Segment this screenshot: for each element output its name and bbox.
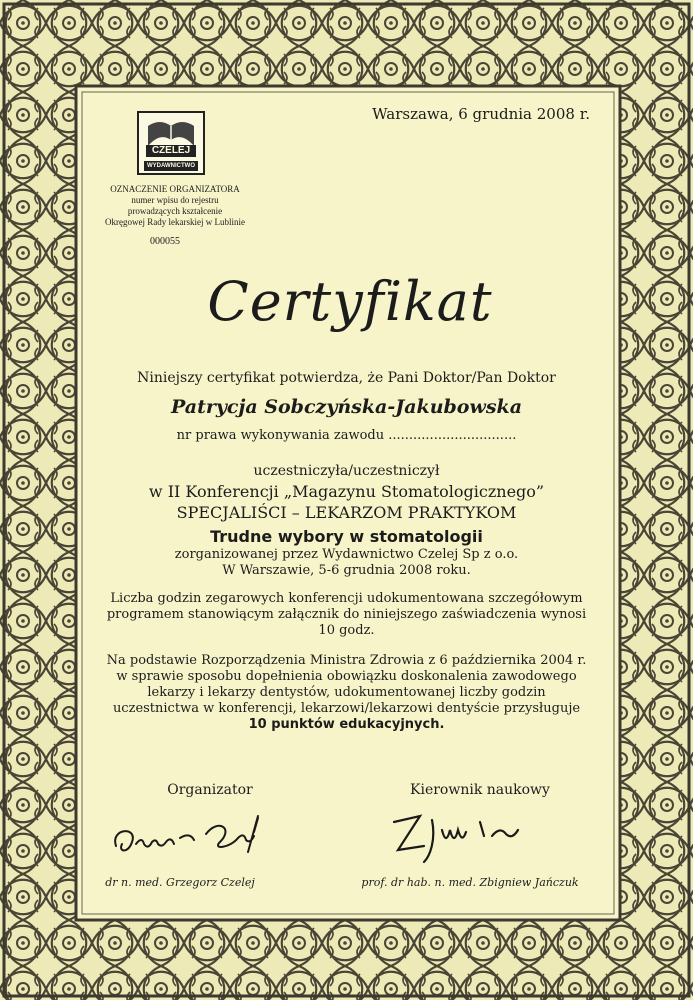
- regulation-line: Na podstawie Rozporządzenia Ministra Zdrowia z 6 października 2004 r.: [106, 653, 587, 668]
- organizer-mark-line: Okręgowej Rady lekarskiej w Lublinie: [105, 217, 245, 227]
- conference-name: w II Konferencji „Magazynu Stomatologicznego”: [148, 482, 545, 501]
- organizer-mark: [90, 184, 260, 228]
- hours-line: Liczba godzin zegarowych konferencji udokumentowana szczegółowym: [110, 591, 583, 606]
- organizer-mark-line: numer wpisu do rejestru: [131, 195, 219, 205]
- hours-line: programem stanowiącym załącznik do niniejszego zaświadczenia wynosi: [106, 607, 587, 622]
- place-dates: W Warszawie, 5-6 grudnia 2008 roku.: [222, 563, 471, 578]
- regulation-line: lekarzy i lekarzy dentystów, udokumentowanej liczby godzin: [147, 685, 546, 700]
- regulation-line: w sprawie sposobu dopełnienia obowiązku doskonalenia zawodowego: [116, 669, 577, 684]
- organized-by: zorganizowanej przez Wydawnictwo Czelej Sp z o.o.: [174, 547, 519, 562]
- organizer-name: dr n. med. Grzegorz Czelej: [105, 876, 255, 889]
- license-number: nr prawa wykonywania zawodu ...............................: [176, 428, 517, 443]
- publisher-logo: [136, 110, 206, 176]
- right-signature: [380, 800, 550, 866]
- organizer-mark-line: OZNACZENIE ORGANIZATORA: [110, 184, 240, 194]
- scientific-director-role: Kierownik naukowy: [410, 782, 550, 798]
- participated-text: uczestniczyła/uczestniczył: [253, 463, 440, 479]
- intro-text: Niniejszy certyfikat potwierdza, że Pani Doktor/Pan Doktor: [137, 370, 556, 386]
- conference-subtitle: SPECJALIŚCI – LEKARZOM PRAKTYKOM: [176, 503, 517, 522]
- education-points: 10 punktów edukacyjnych.: [248, 717, 445, 732]
- place-date: Warszawa, 6 grudnia 2008 r.: [372, 105, 590, 123]
- organizer-mark-line: prowadzących kształcenie: [127, 206, 223, 216]
- certificate-title: Certyfikat: [207, 270, 493, 333]
- logo-subtext: WYDAWNICTWO: [147, 163, 195, 169]
- conference-topic: Trudne wybory w stomatologii: [210, 527, 483, 546]
- regulation-line: uczestnictwa w konferencji, lekarzowi/lekarzowi dentyście przysługuje: [112, 701, 581, 716]
- organizer-role: Organizator: [167, 782, 253, 798]
- recipient-name: Patrycja Sobczyńska-Jakubowska: [171, 396, 522, 418]
- hours-paragraph: [80, 591, 613, 639]
- regulation-paragraph: [80, 653, 613, 733]
- logo-text: CZELEJ: [151, 145, 191, 156]
- scientific-director-name: prof. dr hab. n. med. Zbigniew Jańczuk: [361, 876, 579, 889]
- left-signature: [108, 808, 278, 868]
- registry-number: 000055: [150, 236, 180, 247]
- hours-line: 10 godz.: [318, 623, 375, 638]
